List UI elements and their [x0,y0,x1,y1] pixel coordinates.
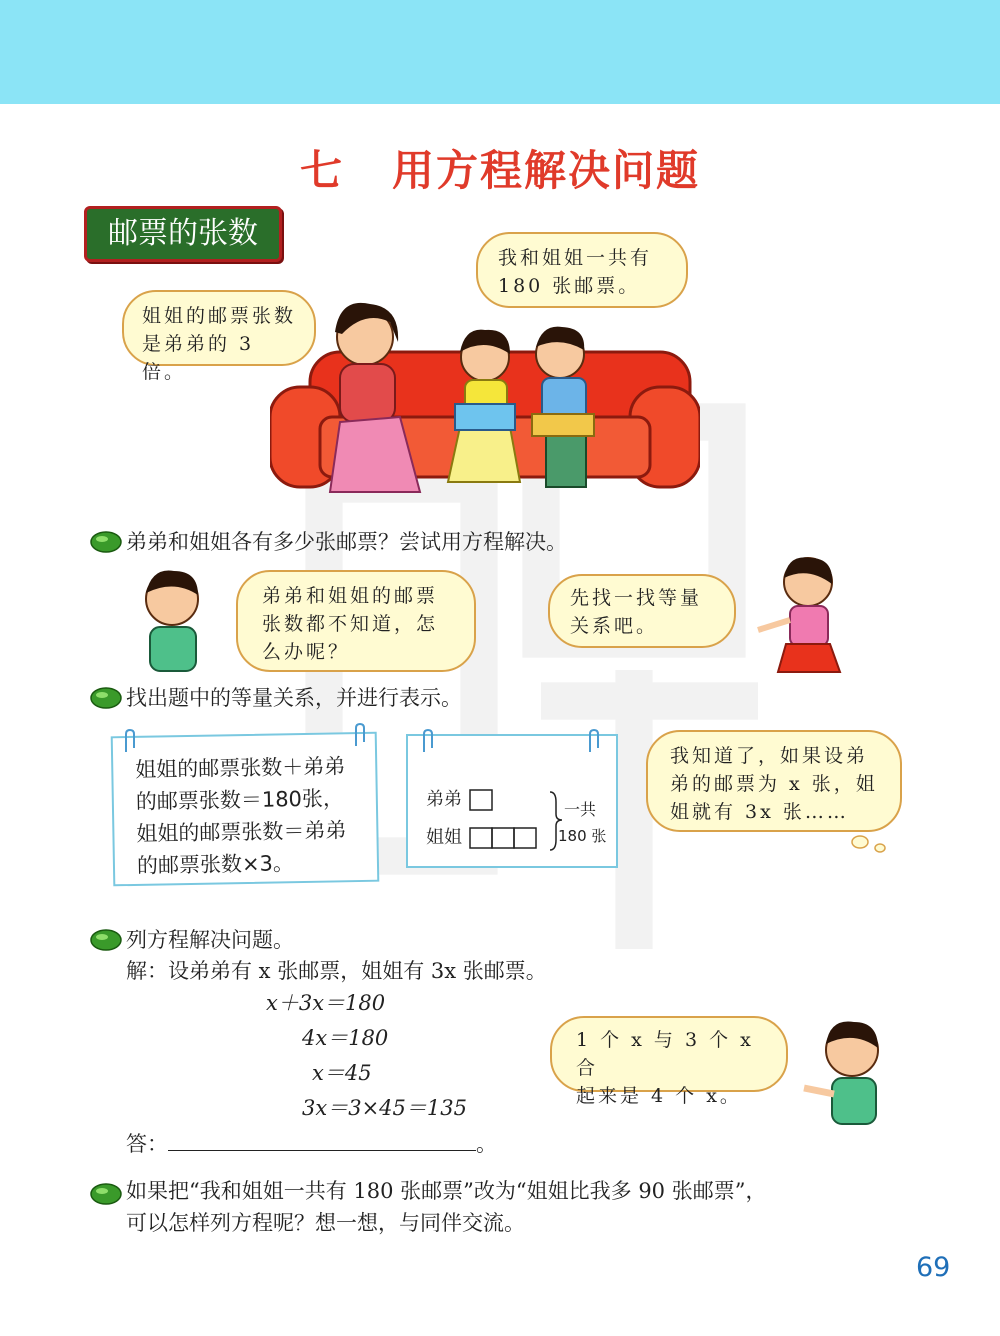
note-diagram: 弟弟 姐姐 一共 180 张 [406,734,618,868]
question-marker-icon [90,1183,122,1205]
question-1-text: 弟弟和姐姐各有多少张邮票？尝试用方程解决。 [126,530,567,554]
speech-bubble-boy-explain: 1 个 x 与 3 个 x 合 起来是 4 个 x。 [550,1016,788,1092]
paperclip-icon [120,728,138,754]
speech-bubble-boy-question: 弟弟和姐姐的邮票 张数都不知道，怎 么办呢？ [236,570,476,672]
answer-row: 答： 。 [126,1128,497,1159]
answer-blank[interactable] [168,1128,476,1151]
explaining-boy-illustration [800,1014,890,1126]
thought-bubble-dots [850,834,890,854]
lesson-title-badge [84,206,282,262]
speech-bubble-girl-hint: 先找一找等量 关系吧。 [548,574,736,648]
question-marker-icon [90,687,122,709]
family-sofa-illustration [270,292,700,507]
question-3-text: 列方程解决问题。 [126,928,294,952]
chapter-number: 七 [299,146,344,195]
answer-label: 答： [126,1132,168,1156]
equation-line: 4x＝180 [302,1026,389,1050]
chapter-title [0,138,1000,198]
speech-bubble-mother: 姐姐的邮票张数 是弟弟的 3 倍。 [122,290,316,366]
question-2-text: 找出题中的等量关系，并进行表示。 [126,686,462,710]
paperclip-icon [584,728,602,754]
question-4-line-1: 如果把“我和姐姐一共有 180 张邮票”改为“姐姐比我多 90 张邮票”， [126,1179,767,1203]
note-equal-relations: 姐姐的邮票张数＋弟弟 的邮票张数＝180张， 姐姐的邮票张数＝弟弟 的邮票张数×3。 [111,732,380,887]
thought-bubble-hint: 我知道了，如果设弟 弟的邮票为 x 张，姐 姐就有 3x 张…… [646,730,902,832]
thinking-boy-illustration [132,563,210,673]
question-4-line-2: 可以怎样列方程呢？想一想，与同伴交流。 [126,1211,525,1235]
question-marker-icon [90,531,122,553]
bar-diagram [468,788,564,854]
lesson-title: 邮票的张数 [108,216,258,251]
speech-bubble-children: 我和姐姐一共有 180 张邮票。 [476,232,688,308]
top-color-band [0,0,1000,104]
equation-line: x＝45 [312,1061,372,1085]
paperclip-icon [350,722,368,748]
page-number: 69 [916,1252,951,1283]
equation-line: 3x＝3×45＝135 [302,1096,467,1120]
equation-line: x＋3x＝180 [266,991,386,1015]
pointing-girl-illustration [756,548,846,678]
paperclip-icon [418,728,436,754]
chapter-name: 用方程解决问题 [392,146,701,195]
solution-intro: 解：设弟弟有 x 张邮票，姐姐有 3x 张邮票。 [126,959,547,983]
question-marker-icon [90,929,122,951]
